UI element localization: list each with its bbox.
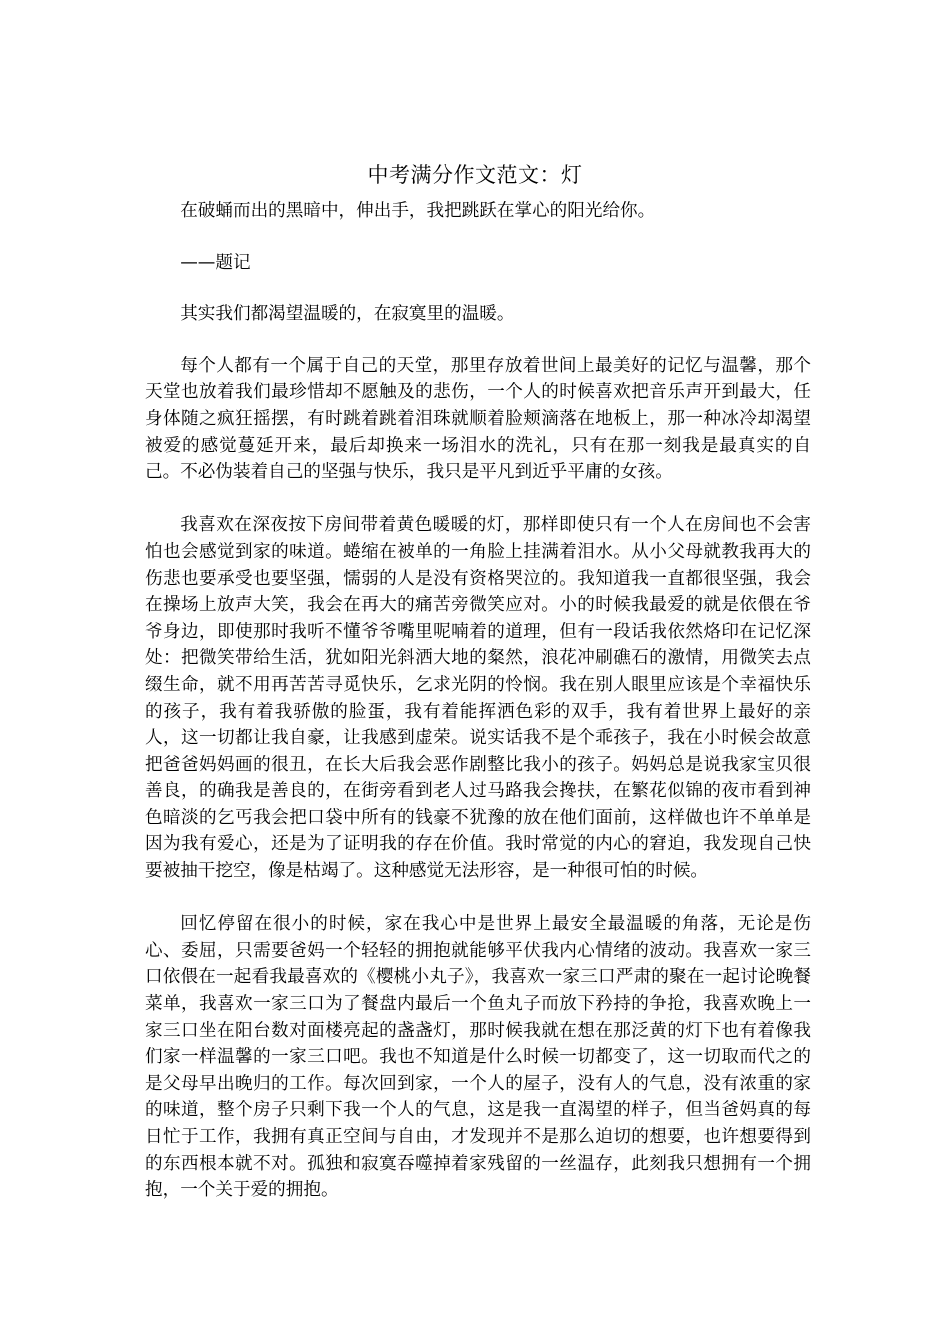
document-title: 中考满分作文范文：灯 bbox=[367, 163, 583, 187]
document-body bbox=[145, 198, 811, 1230]
body-paragraph: 每个人都有一个属于自己的天堂，那里存放着世间上最美好的记忆与温馨，那个天堂也放着我们最珍惜却不愿触及的悲伤，一个人的时候喜欢把音乐声开到最大，任身体随之疯狂摇摆，有时跳着跳着泪珠就顺着脸颊滴落在地板上，那一种冰冷却渴望被爱的感觉蔓延开来，最后却换来一场泪水的洗礼，只有在那一刻我是最真实的自己。不必伪装着自己的坚强与快乐，我只是平凡到近乎平庸的女孩。 bbox=[145, 355, 811, 483]
epigraph-attribution: ——题记 bbox=[180, 252, 251, 273]
body-paragraph: 其实我们都渴望温暖的，在寂寞里的温暖。 bbox=[180, 304, 515, 325]
body-paragraph: 我喜欢在深夜按下房间带着黄色暖暖的灯，那样即使只有一个人在房间也不会害怕也会感觉到家的味道。蜷缩在被单的一角脸上挂满着泪水。从小父母就教我再大的伤悲也要承受也要坚强，懦弱的人是没有资格哭泣的。我知道我一直都很坚强，我会在操场上放声大笑，我会在再大的痛苦旁微笑应对。小的时候我最爱的就是依偎在爷爷身边，即使那时我听不懂爷爷嘴里呢喃着的道理，但有一段话我依然烙印在记忆深处：把微笑带给生活，犹如阳光斜洒大地的粲然，浪花冲刷礁石的激情，用微笑去点缀生命，就不用再苦苦寻觅快乐，乞求光阴的怜悯。我在别人眼里应该是个幸福快乐的孩子，我有着我骄傲的脸蛋，我有着能挥洒色彩的双手，我有着世界上最好的亲人，这一切都让我自豪，让我感到虚荣。说实话我不是个乖孩子，我在小时候会故意把爸爸妈妈画的很丑，在长大后我会恶作剧整比我小的孩子。妈妈总是说我家宝贝很善良，的确我是善良的，在街旁看到老人过马路我会搀扶，在繁花似锦的夜市看到神色暗淡的乞丐我会把口袋中所有的钱豪不犹豫的放在他们面前，这样做也许不单单是因为我有爱心，还是为了证明我的存在价值。我时常觉的内心的窘迫，我发现自己快要被抽干挖空，像是枯竭了。这种感觉无法形容，是一种很可怕的时候。 bbox=[145, 515, 811, 882]
epigraph-text: 在破蛹而出的黑暗中，伸出手，我把跳跃在掌心的阳光给你。 bbox=[180, 201, 656, 221]
body-paragraph: 回忆停留在很小的时候，家在我心中是世界上最安全最温暖的角落，无论是伤心、委屈，只需要爸妈一个轻轻的拥抱就能够平伏我内心情绪的波动。我喜欢一家三口依偎在一起看我最喜欢的《樱桃小丸子》，我喜欢一家三口严肃的聚在一起讨论晚餐菜单，我喜欢一家三口为了餐盘内最后一个鱼丸子而放下矜持的争抢，我喜欢晚上一家三口坐在阳台数对面楼亮起的盏盏灯，那时候我就在想在那泛黄的灯下也有着像我们家一样温馨的一家三口吧。我也不知道是什么时候一切都变了，这一切取而代之的是父母早出晚归的工作。每次回到家，一个人的屋子，没有人的气息，没有浓重的家的味道，整个房子只剩下我一个人的气息，这是我一直渴望的样子，但当爸妈真的每日忙于工作，我拥有真正空间与自由，才发现并不是那么迫切的想要，也许想要得到的东西根本就不对。孤独和寂寞吞噬掉着家残留的一丝温存，此刻我只想拥有一个拥抱，一个关于爱的拥抱。 bbox=[145, 914, 811, 1201]
